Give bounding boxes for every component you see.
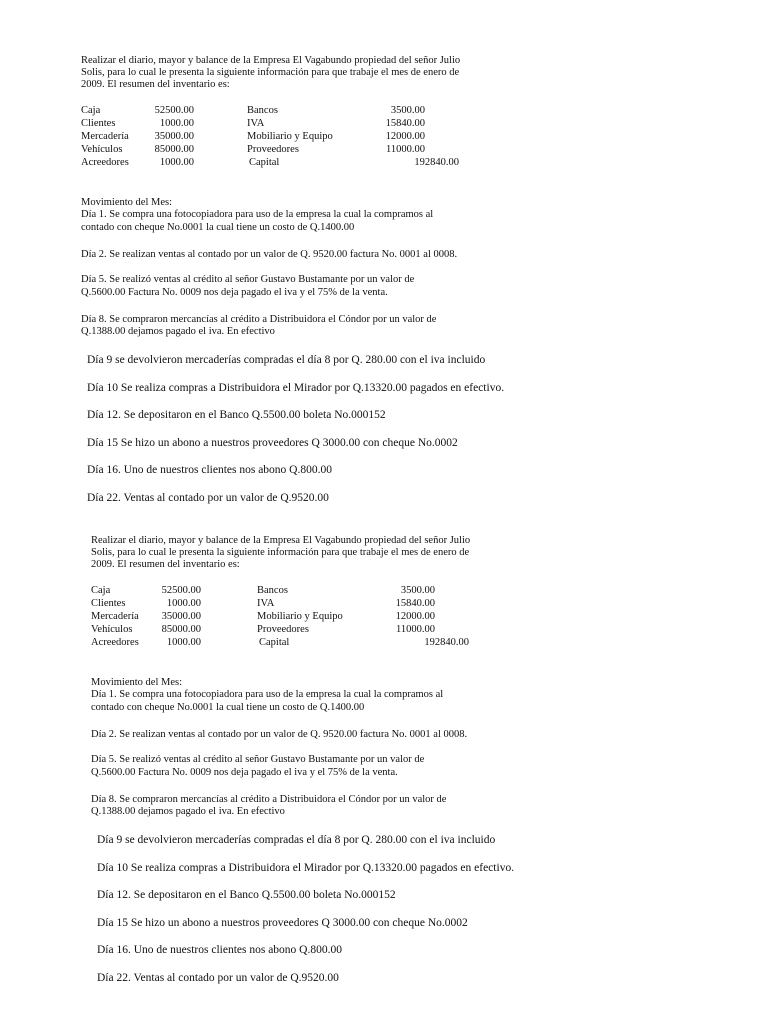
movement-line: Día 22. Ventas al contado por un valor de Q.9520.00 [87, 492, 329, 504]
inventory-label: Capital [259, 637, 290, 648]
movement-line: Día 1. Se compra una fotocopiadora para uso de la empresa la cual la compramos al [81, 209, 434, 220]
intro-line-1: Realizar el diario, mayor y balance de la Empresa El Vagabundo propiedad del señor Julio [81, 55, 461, 66]
inventory-label: IVA [247, 118, 265, 129]
inventory-label: Caja [81, 105, 101, 116]
inventory-label: Capital [249, 157, 280, 168]
inventory-value: 15840.00 [385, 118, 425, 129]
inventory-value: 15840.00 [395, 598, 435, 609]
inventory-value: 12000.00 [385, 131, 425, 142]
inventory-label: Acreedores [91, 637, 139, 648]
inventory-label: Mercadería [81, 131, 129, 142]
inventory-label: Vehículos [81, 144, 123, 155]
inventory-label: Mercadería [91, 611, 139, 622]
inventory-label: Proveedores [257, 624, 309, 635]
movement-line: Día 10 Se realiza compras a Distribuidora el Mirador por Q.13320.00 pagados en efectivo. [97, 862, 515, 874]
inventory-value: 35000.00 [154, 131, 194, 142]
inventory-value: 3500.00 [390, 105, 425, 116]
movement-line: Día 8. Se compraron mercancías al crédito a Distribuidora el Cóndor por un valor de [81, 314, 437, 325]
movement-line: Día 12. Se depositaron en el Banco Q.5500.00 boleta No.000152 [87, 409, 386, 421]
inventory-label: Proveedores [247, 144, 299, 155]
inventory-value: 192840.00 [424, 637, 469, 648]
inventory-table [91, 584, 491, 654]
movement-line: contado con cheque No.0001 la cual tiene un costo de Q.1400.00 [81, 222, 355, 233]
inventory-value: 85000.00 [154, 144, 194, 155]
movement-line: Día 5. Se realizó ventas al crédito al señor Gustavo Bustamante por un valor de [81, 274, 415, 285]
movement-line: Día 1. Se compra una fotocopiadora para uso de la empresa la cual la compramos al [91, 689, 444, 700]
inventory-value: 1000.00 [159, 157, 194, 168]
inventory-label: Bancos [247, 105, 278, 116]
movement-line: Día 8. Se compraron mercancías al crédito a Distribuidora el Cóndor por un valor de [91, 794, 447, 805]
movement-line: Día 22. Ventas al contado por un valor de Q.9520.00 [97, 972, 339, 984]
inventory-label: Mobiliario y Equipo [247, 131, 333, 142]
movement-line: contado con cheque No.0001 la cual tiene un costo de Q.1400.00 [91, 702, 365, 713]
movement-line: Día 5. Se realizó ventas al crédito al señor Gustavo Bustamante por un valor de [91, 754, 425, 765]
movement-line: Día 12. Se depositaron en el Banco Q.5500.00 boleta No.000152 [97, 889, 396, 901]
inventory-label: Acreedores [81, 157, 129, 168]
movement-line: Día 15 Se hizo un abono a nuestros proveedores Q 3000.00 con cheque No.0002 [87, 437, 458, 449]
inventory-value: 1000.00 [166, 598, 201, 609]
movements-heading: Movimiento del Mes: [81, 197, 172, 208]
movement-line: Día 2. Se realizan ventas al contado por un valor de Q. 9520.00 factura No. 0001 al 0008. [81, 249, 458, 260]
intro-line-3: 2009. El resumen del inventario es: [91, 559, 240, 570]
inventory-label: Vehículos [91, 624, 133, 635]
inventory-value: 52500.00 [154, 105, 194, 116]
intro-line-2: Solis, para lo cual le presenta la siguiente información para que trabaje el mes de enero de [91, 547, 470, 558]
inventory-value: 12000.00 [395, 611, 435, 622]
movement-line: Q.5600.00 Factura No. 0009 nos deja pagado el iva y el 75% de la venta. [91, 767, 398, 778]
inventory-value: 52500.00 [161, 585, 201, 596]
inventory-label: Clientes [81, 118, 116, 129]
inventory-label: Caja [91, 585, 111, 596]
intro-line-2: Solis, para lo cual le presenta la siguiente información para que trabaje el mes de enero de [81, 67, 460, 78]
inventory-value: 3500.00 [400, 585, 435, 596]
inventory-label: Bancos [257, 585, 288, 596]
intro-line-3: 2009. El resumen del inventario es: [81, 79, 230, 90]
inventory-value: 11000.00 [386, 144, 425, 155]
movements-heading: Movimiento del Mes: [91, 677, 182, 688]
inventory-value: 192840.00 [414, 157, 459, 168]
inventory-value: 1000.00 [159, 118, 194, 129]
movement-line: Día 9 se devolvieron mercaderías compradas el día 8 por Q. 280.00 con el iva incluido [87, 354, 486, 366]
movement-line: Q.1388.00 dejamos pagado el iva. En efectivo [81, 326, 275, 337]
movement-line: Q.5600.00 Factura No. 0009 nos deja pagado el iva y el 75% de la venta. [81, 287, 388, 298]
intro-line-1: Realizar el diario, mayor y balance de la Empresa El Vagabundo propiedad del señor Julio [91, 535, 471, 546]
movement-line: Día 9 se devolvieron mercaderías compradas el día 8 por Q. 280.00 con el iva incluido [97, 834, 496, 846]
movement-line: Día 16. Uno de nuestros clientes nos abono Q.800.00 [97, 944, 342, 956]
movement-line: Día 16. Uno de nuestros clientes nos abono Q.800.00 [87, 464, 332, 476]
movement-line: Q.1388.00 dejamos pagado el iva. En efectivo [91, 806, 285, 817]
inventory-value: 11000.00 [396, 624, 435, 635]
movement-line: Día 10 Se realiza compras a Distribuidora el Mirador por Q.13320.00 pagados en efectivo. [87, 382, 505, 394]
movement-line: Día 2. Se realizan ventas al contado por un valor de Q. 9520.00 factura No. 0001 al 0008. [91, 729, 468, 740]
inventory-table [81, 104, 481, 174]
inventory-value: 35000.00 [161, 611, 201, 622]
inventory-label: Clientes [91, 598, 126, 609]
inventory-value: 1000.00 [166, 637, 201, 648]
inventory-value: 85000.00 [161, 624, 201, 635]
movement-line: Día 15 Se hizo un abono a nuestros proveedores Q 3000.00 con cheque No.0002 [97, 917, 468, 929]
inventory-label: IVA [257, 598, 275, 609]
inventory-label: Mobiliario y Equipo [257, 611, 343, 622]
